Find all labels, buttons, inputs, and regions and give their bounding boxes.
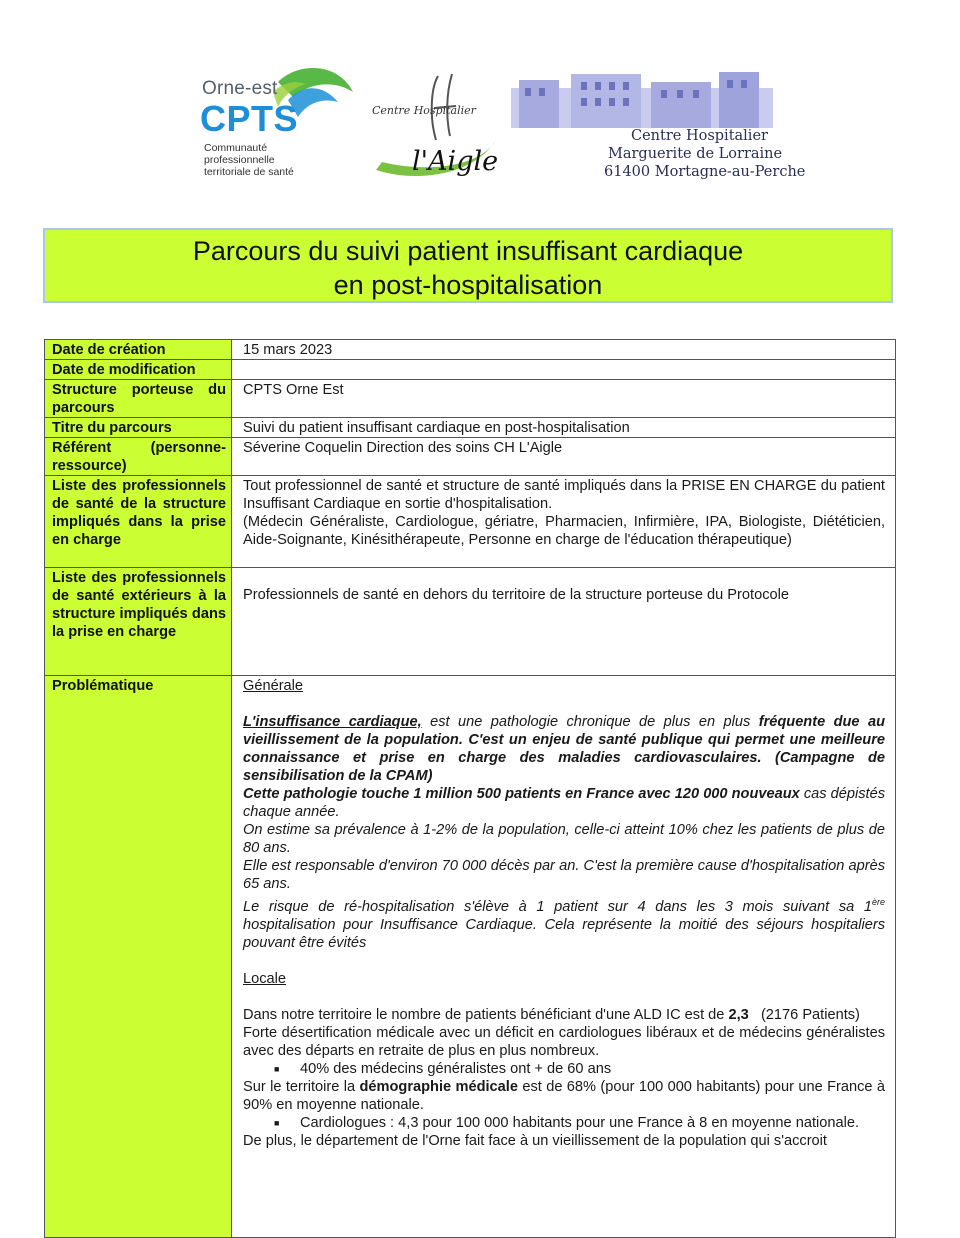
paragraph: On estime sa prévalence à 1-2% de la population, celle-ci atteint 10% chez les patients de plus de 80 ans. <box>243 822 885 856</box>
table-row <box>45 340 896 360</box>
paragraph: L'insuffisance cardiaque, est une pathologie chronique de plus en plus fréquente due au vieillissement de la population. C'est un enjeu de santé publique qui permet une meilleure connaissance et prise en charge des maladies cardiovasculaires. (Campagne de sensibilisation de la CPAM) <box>243 714 885 784</box>
table-row <box>45 418 896 438</box>
paragraph: De plus, le département de l'Orne fait face à un vieillissement de la population qui s'accroit <box>243 1132 827 1149</box>
liste-internes-label: Liste des professionnels de santé de la structure impliqués dans la prise en charge <box>45 476 232 568</box>
bullet-icon: ■ <box>274 1063 280 1074</box>
ch-mortagne-logo <box>511 68 806 188</box>
header-logos <box>196 62 806 192</box>
table-row <box>45 568 896 676</box>
generale-heading: Générale <box>243 678 304 694</box>
referent-value: Séverine Coquelin Direction des soins CH L'Aigle <box>232 438 896 476</box>
date-creation-label: Date de création <box>45 340 232 360</box>
chml-line3: 61400 Mortagne-au-Perche <box>604 164 806 180</box>
hospital-building-icon <box>511 68 773 128</box>
structure-label: Structure porteuse du parcours <box>45 380 232 418</box>
paragraph: Le risque de ré-hospitalisation s'élève à 1 patient sur 4 dans les 3 mois suivant sa 1ère hospitalisation pour Insuffisance Cardiaque. Cela représente la moitié des séjours hospitaliers pouvant être évités <box>243 897 885 951</box>
title-line-1: Parcours du suivi patient insuffisant cardiaque <box>192 236 744 266</box>
chml-line1: Centre Hospitalier <box>631 128 768 144</box>
structure-value: CPTS Orne Est <box>232 380 896 418</box>
cpts-subtitle: Communauté professionnelle territoriale de santé <box>204 142 294 178</box>
table-row <box>45 476 896 568</box>
paragraph: Forte désertification médicale avec un déficit en cardiologues libéraux et de médecins généralistes avec des départs en retraite de plus en plus nombreux. <box>243 1024 885 1059</box>
date-creation-value: 15 mars 2023 <box>232 340 896 360</box>
table-row <box>45 438 896 476</box>
chml-line2: Marguerite de Lorraine <box>608 146 783 162</box>
cpts-logo <box>196 62 361 182</box>
list-item: ■ 40% des médecins généralistes ont + de 60 ans <box>274 1060 612 1077</box>
liste-externes-label: Liste des professionnels de santé extérieurs à la structure impliqués dans la prise en charge <box>45 568 232 676</box>
list-item: ■ Cardiologues : 4,3 pour 100 000 habitants pour une France à 8 en moyenne nationale. <box>274 1114 860 1131</box>
titre-value: Suivi du patient insuffisant cardiaque en post-hospitalisation <box>232 418 896 438</box>
bullet-icon: ■ <box>274 1117 280 1128</box>
aigle-centre-text: Centre Hospitalier <box>372 104 476 117</box>
table-row <box>45 380 896 418</box>
table-row <box>45 360 896 380</box>
locale-heading: Locale <box>243 970 287 987</box>
referent-label: Référent (personne-ressource) <box>45 438 232 476</box>
titre-label: Titre du parcours <box>45 418 232 438</box>
liste-externes-value: Professionnels de santé en dehors du territoire de la structure porteuse du Protocole <box>232 568 896 676</box>
date-modification-label: Date de modification <box>45 360 232 380</box>
liste-internes-value: Tout professionnel de santé et structure de santé impliqués dans la PRISE EN CHARGE du patient Insuffisant Cardiaque en sortie d'hospitalisation. (Médecin Généraliste, Cardiologue, gériatre, Pharmacien, Infirmière, IPA, Biologiste, Diététicien, Aide-Soignante, Kinésithérapeute, Personne en charge de l'éducation thérapeutique) <box>232 476 896 568</box>
document-title <box>43 228 893 303</box>
date-modification-value <box>232 360 896 380</box>
paragraph: Elle est responsable d'environ 70 000 décès par an. C'est la première cause d'hospitalisation après 65 ans. <box>243 858 885 892</box>
aigle-name: l'Aigle <box>412 146 499 177</box>
cpts-region: Orne-est <box>202 78 278 99</box>
ch-aigle-logo <box>372 70 500 182</box>
problematique-label: Problématique <box>45 676 232 1238</box>
title-line-2: en post-hospitalisation <box>333 270 603 300</box>
paragraph: Sur le territoire la démographie médicale est de 68% (pour 100 000 habitants) pour une France à 90% en moyenne nationale. <box>243 1078 886 1113</box>
table-row <box>45 676 896 1238</box>
problematique-value <box>232 676 896 1238</box>
paragraph: Dans notre territoire le nombre de patients bénéficiant d'une ALD IC est de 2,3 (2176 Patients) <box>243 1006 860 1023</box>
protocol-table <box>44 339 896 1238</box>
cpts-name: CPTS <box>200 98 299 139</box>
paragraph: Cette pathologie touche 1 million 500 patients en France avec 120 000 nouveaux cas dépistés chaque année. <box>243 786 885 820</box>
